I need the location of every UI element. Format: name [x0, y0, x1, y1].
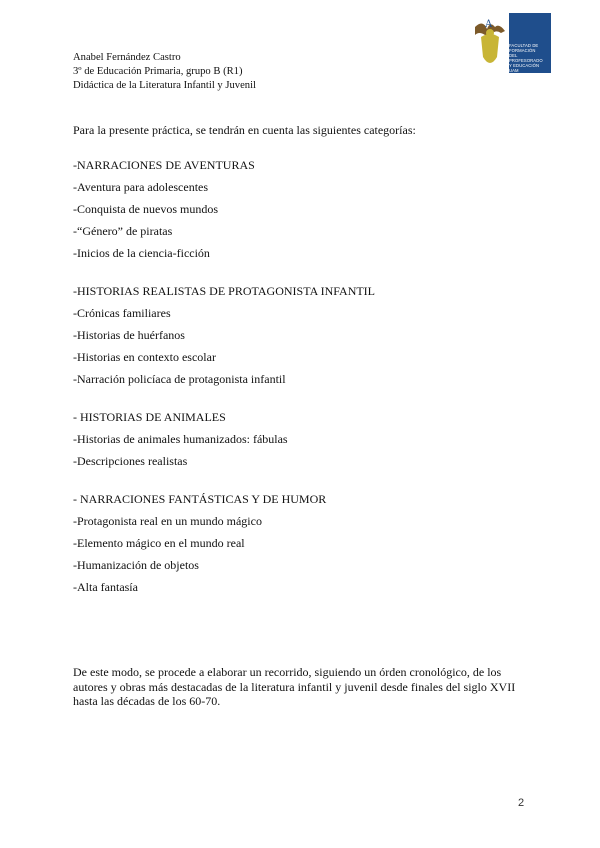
- subject-name: Didáctica de la Literatura Infantil y Juvenil: [73, 80, 256, 92]
- list-item: -Humanización de objetos: [73, 558, 199, 572]
- closing-paragraph: De este modo, se procede a elaborar un recorrido, siguiendo un órden cronológico, de los autores y obras más destacadas de la literatura infantil y juvenil desde finales del siglo XVII hasta las décadas de los 60-70.: [73, 665, 516, 708]
- category-title: -NARRACIONES DE AVENTURAS: [73, 158, 255, 172]
- list-item: -Descripciones realistas: [73, 454, 188, 468]
- category-section-fantasy: [73, 488, 533, 598]
- list-item: -Historias de animales humanizados: fábulas: [73, 432, 288, 446]
- faculty-logo-icon: [471, 13, 551, 73]
- logo-text: FACULTAD DE FORMACIÓN DEL PROFESORADO Y EDUCACIÓN UAM: [509, 43, 543, 73]
- svg-text:A: A: [485, 19, 493, 30]
- list-item: -Aventura para adolescentes: [73, 180, 209, 194]
- list-item: -Protagonista real en un mundo mágico: [73, 514, 262, 528]
- course-info: 3º de Educación Primaria, grupo B (R1): [73, 66, 243, 78]
- list-item: -Narración policíaca de protagonista infantil: [73, 372, 286, 386]
- list-item: -Historias de huérfanos: [73, 328, 185, 342]
- list-item: -Crónicas familiares: [73, 306, 171, 320]
- document-header: [73, 51, 256, 94]
- list-item: -Elemento mágico en el mundo real: [73, 536, 245, 550]
- category-title: - HISTORIAS DE ANIMALES: [73, 410, 226, 424]
- list-item: -“Género” de piratas: [73, 224, 173, 238]
- list-item: -Historias en contexto escolar: [73, 350, 216, 364]
- category-section-realist: [73, 280, 533, 390]
- list-item: -Conquista de nuevos mundos: [73, 202, 218, 216]
- intro-paragraph: Para la presente práctica, se tendrán en cuenta las siguientes categorías:: [73, 123, 416, 137]
- category-section-adventure: [73, 154, 533, 264]
- author-name: Anabel Fernández Castro: [73, 52, 181, 63]
- category-title: - NARRACIONES FANTÁSTICAS Y DE HUMOR: [73, 492, 327, 506]
- category-section-animals: [73, 406, 533, 472]
- list-item: -Inicios de la ciencia-ficción: [73, 246, 210, 260]
- page-number: 2: [518, 797, 525, 809]
- document-body: [73, 122, 533, 598]
- category-title: -HISTORIAS REALISTAS DE PROTAGONISTA INFANTIL: [73, 284, 376, 298]
- list-item: -Alta fantasía: [73, 580, 138, 594]
